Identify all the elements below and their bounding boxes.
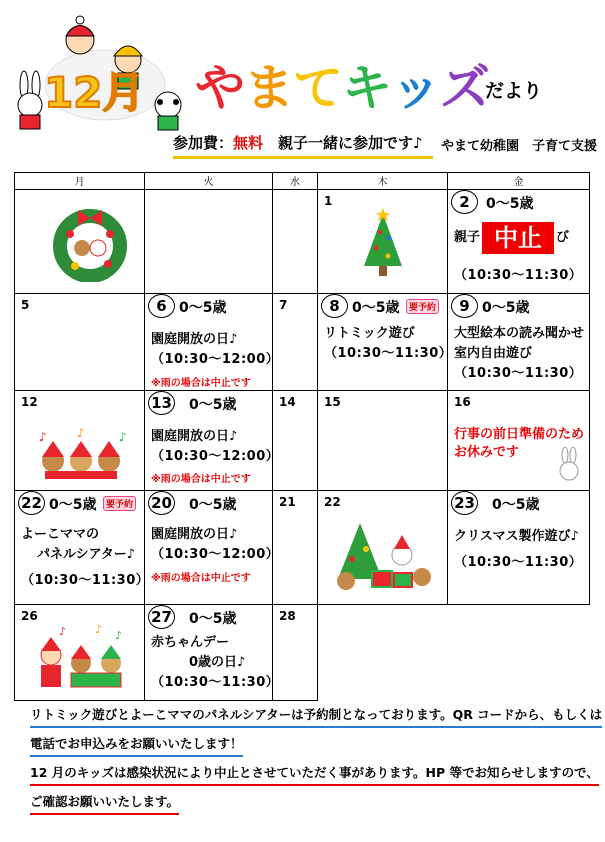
week-row-4	[15, 491, 590, 605]
day-cell	[273, 491, 318, 605]
date-number: 28	[279, 609, 296, 623]
date-circle: 2	[451, 190, 478, 214]
week-row-1	[15, 190, 590, 294]
event-title: 園庭開放の日♪	[151, 332, 238, 347]
svg-text:♪: ♪	[115, 629, 123, 642]
date-circle: 13	[148, 391, 175, 415]
day-cell	[448, 491, 590, 605]
date-number: 16	[454, 395, 471, 409]
day-cell	[318, 491, 448, 605]
event-subtitle: 0歳の日♪	[189, 655, 246, 670]
weekday-wed: 水	[273, 173, 318, 190]
day-cell	[145, 605, 280, 701]
event-title: クリスマス製作遊び♪	[454, 529, 579, 544]
date-number: 26	[21, 609, 38, 623]
closed-notice-2: お休みです	[454, 445, 520, 460]
empty-cell	[448, 605, 590, 701]
weekday-fri: 金	[448, 173, 590, 190]
event-subtitle: パネルシアター♪	[37, 547, 136, 562]
day-cell	[145, 294, 280, 391]
day-cell	[448, 294, 590, 391]
weekday-thu: 木	[318, 173, 448, 190]
title-char: て	[293, 59, 342, 117]
title-char: キ	[342, 59, 391, 117]
age-range: 0～5歳	[492, 497, 540, 513]
age-range: 0～5歳	[189, 397, 237, 413]
animals-singing-illustration	[33, 427, 133, 481]
fee-value: 無料	[233, 134, 264, 152]
date-circle: 27	[148, 605, 175, 629]
event-time: （10:30～11:30）	[21, 573, 150, 588]
title-char: ッ	[391, 59, 440, 117]
day-cell	[318, 190, 448, 294]
svg-text:♪: ♪	[39, 430, 47, 444]
christmas-animals-illustration	[332, 519, 436, 595]
calendar-table	[14, 172, 590, 701]
day-cell	[145, 190, 273, 294]
svg-text:♪: ♪	[119, 430, 127, 444]
age-range: 0～5歳	[179, 300, 227, 316]
day-cell	[318, 391, 448, 491]
day-cell	[318, 294, 453, 391]
reservation-note-line-1: リトミック遊びとよーこママのパネルシアターは予約制となっております。QR コードから、もしくは	[30, 705, 602, 728]
age-range: 0～5歳	[482, 300, 530, 316]
date-circle: 23	[451, 491, 478, 515]
event-title: 園庭開放の日♪	[151, 429, 238, 444]
day-cell	[15, 491, 150, 605]
svg-text:♪: ♪	[59, 625, 67, 638]
date-number: 21	[279, 495, 296, 509]
closed-notice: 行事の前日準備のため	[454, 427, 585, 442]
week-row-5	[15, 605, 590, 701]
event-time: （10:30～11:30）	[454, 268, 583, 283]
weekday-mon: 月	[15, 173, 145, 190]
day-cell	[273, 605, 318, 701]
event-title: 赤ちゃんデー	[151, 635, 230, 650]
event-title: 園庭開放の日♪	[151, 527, 238, 542]
age-range: 0～5歳	[49, 497, 97, 513]
age-range: 0～5歳	[352, 300, 400, 316]
newsletter-title	[195, 48, 489, 120]
date-number: 15	[324, 395, 341, 409]
day-cell	[273, 190, 318, 294]
svg-text:♪: ♪	[95, 623, 103, 636]
date-number: 22	[324, 495, 341, 509]
day-cell	[15, 605, 145, 701]
santa-animals-illustration	[35, 623, 135, 693]
newsletter-subtitle: だより	[485, 80, 543, 102]
date-number: 14	[279, 395, 296, 409]
rain-note: ※雨の場合は中止です	[151, 474, 251, 485]
day-cell	[15, 391, 145, 491]
svg-text:♪: ♪	[77, 427, 85, 440]
day-cell	[15, 190, 145, 294]
month-label: 12月	[44, 68, 145, 117]
school-name: やまて幼稚園 子育て支援	[441, 139, 598, 154]
event-time: （10:30～12:00）	[151, 547, 280, 562]
event-time: （10:30～11:30）	[151, 675, 280, 690]
date-circle: 22	[18, 491, 45, 515]
week-row-2	[15, 294, 590, 391]
date-number: 7	[279, 298, 288, 312]
age-range: 0～5歳	[486, 196, 534, 212]
event-text-partial: 親子	[454, 230, 481, 245]
fee-note: 親子一緒に参加です♪	[263, 134, 423, 152]
event-time: （10:30～11:30）	[454, 555, 583, 570]
day-cell	[448, 391, 590, 491]
day-cell	[15, 294, 145, 391]
date-number: 12	[21, 395, 38, 409]
christmas-wreath-icon	[50, 204, 130, 282]
event-time: （10:30～12:00）	[151, 449, 280, 464]
event-time: （10:30～11:30）	[324, 346, 453, 361]
event-title: よーこママの	[21, 527, 100, 542]
date-circle: 9	[451, 294, 478, 318]
cancelled-stamp: 中止	[482, 222, 554, 254]
christmas-tree-icon	[358, 208, 408, 278]
title-char: ま	[244, 59, 293, 117]
date-circle: 8	[321, 294, 348, 318]
day-cell	[145, 391, 280, 491]
date-number: 1	[324, 194, 333, 208]
rabbit-icon	[554, 447, 584, 485]
reservation-badge: 要予約	[103, 496, 136, 511]
weekday-tue: 火	[145, 173, 273, 190]
day-cell	[145, 491, 280, 605]
reservation-note-line-2: 電話でお申込みをお願いいたします！	[30, 734, 243, 757]
day-cell	[273, 294, 318, 391]
title-char: や	[195, 59, 244, 117]
event-title: 大型絵本の読み聞かせ	[454, 326, 585, 341]
cancellation-note-line-2: ご確認お願いいたします。	[30, 792, 179, 815]
fee-label: 参加費：	[173, 134, 234, 152]
rain-note: ※雨の場合は中止です	[151, 573, 251, 584]
event-time: （10:30～11:30）	[454, 366, 583, 381]
participation-fee-bar	[173, 132, 433, 159]
rain-note: ※雨の場合は中止です	[151, 378, 251, 389]
date-number: 5	[21, 298, 30, 312]
date-circle: 6	[148, 294, 175, 318]
weekday-header-row	[15, 173, 590, 190]
cancellation-note-line-1: 12 月のキッズは感染状況により中止とさせていただく事があります。HP 等でお知らせしますので、	[30, 763, 599, 786]
event-subtitle: 室内自由遊び	[454, 346, 533, 361]
week-row-3	[15, 391, 590, 491]
day-cell	[448, 190, 590, 294]
reservation-badge: 要予約	[406, 299, 439, 314]
age-range: 0～5歳	[189, 497, 237, 513]
day-cell	[273, 391, 318, 491]
event-time: （10:30～12:00）	[151, 352, 280, 367]
event-text-partial: び	[556, 230, 570, 245]
event-title: リトミック遊び	[324, 326, 415, 341]
date-circle: 20	[148, 491, 175, 515]
title-char: ズ	[440, 59, 489, 117]
age-range: 0～5歳	[189, 611, 237, 627]
empty-cell	[318, 605, 448, 701]
